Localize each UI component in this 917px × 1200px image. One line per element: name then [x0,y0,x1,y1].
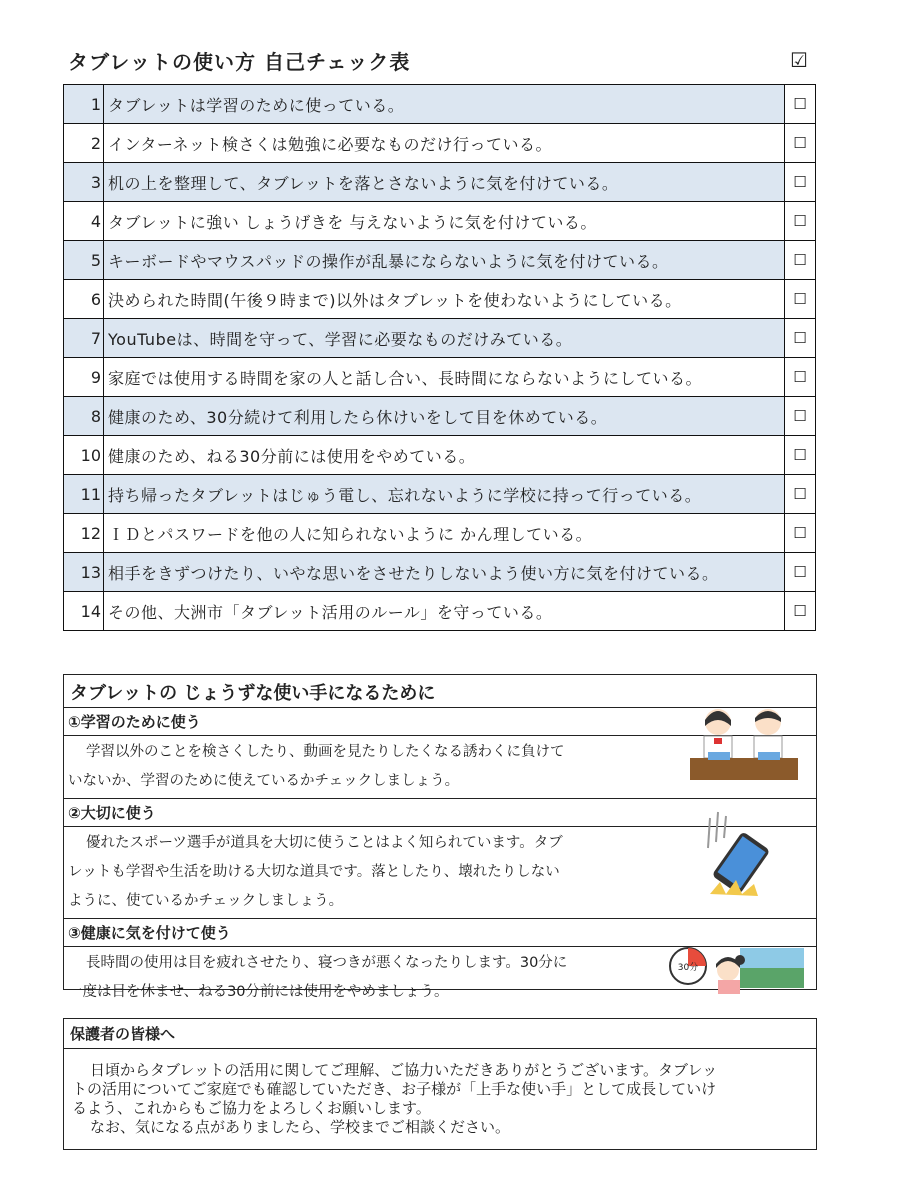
row-text: インターネット検さくは勉強に必要なものだけ行っている。 [104,124,785,163]
row-text: 健康のため、30分続けて利用したら休けいをして目を休めている。 [104,397,785,436]
row-checkbox[interactable]: ☐ [785,592,816,631]
checklist-row [64,514,816,553]
row-number: 8 [64,397,104,436]
section-line: 優れたスポーツ選手が道具を大切に使うことはよく知られています。タブ [86,835,563,851]
row-text: 家庭では使用する時間を家の人と話し合い、長時間にならないようにしている。 [104,358,785,397]
checklist-row [64,397,816,436]
section-body-study [64,736,670,798]
row-checkbox[interactable]: ☐ [785,514,816,553]
checklist-row [64,202,816,241]
row-number: 10 [64,436,104,475]
checklist-row [64,319,816,358]
row-text: ＩＤとパスワードを他の人に知られないように かん理している。 [104,514,785,553]
row-text: タブレットは学習のために使っている。 [104,85,785,124]
row-checkbox[interactable]: ☐ [785,475,816,514]
self-check-table [63,84,816,631]
students-illustration [680,700,808,788]
row-number: 13 [64,553,104,592]
row-number: 5 [64,241,104,280]
row-number: 7 [64,319,104,358]
row-number: 1 [64,85,104,124]
guide-title: タブレットの じょうずな使い手になるために [64,675,816,708]
row-checkbox[interactable]: ☐ [785,436,816,475]
checklist-row [64,124,816,163]
checklist-row [64,475,816,514]
section-line: 長時間の使用は目を疲れさせたり、寝つきが悪くなったりします。30分に [86,955,568,971]
row-number: 11 [64,475,104,514]
row-checkbox[interactable]: ☐ [785,553,816,592]
row-text: 健康のため、ねる30分前には使用をやめている。 [104,436,785,475]
clock-label: 30分 [677,963,699,973]
row-text: YouTubeは、時間を守って、学習に必要なものだけみている。 [104,319,785,358]
section-line: レットも学習や生活を助ける大切な道具です。落としたり、壊れたりしない [68,864,560,880]
parents-line: るよう、これからもご協力をよろしくお願いします。 [72,1099,431,1117]
checklist-row [64,241,816,280]
section-line: 一度は目を休ませ、ねる30分前には使用をやめましょう。 [68,984,449,1000]
section-line: いないか、学習のために使えているかチェックしましょう。 [68,773,460,789]
row-checkbox[interactable]: ☐ [785,280,816,319]
rest-eyes-illustration [668,940,804,994]
row-text: その他、大洲市「タブレット活用のルール」を守っている。 [104,592,785,631]
row-number: 14 [64,592,104,631]
row-number: 12 [64,514,104,553]
checklist-row [64,592,816,631]
checklist-row [64,436,816,475]
section-line: 学習以外のことを検さくしたり、動画を見たりしたくなる誘わくに負けて [86,744,565,760]
row-text: 机の上を整理して、タブレットを落とさないように気を付けている。 [104,163,785,202]
row-checkbox[interactable]: ☐ [785,319,816,358]
header-checkbox[interactable]: ☑ [790,48,808,72]
parents-panel [63,1018,817,1150]
parents-line: 日頃からタブレットの活用に関してご理解、ご協力いただきありがとうございます。タブレッ [90,1061,718,1079]
row-checkbox[interactable]: ☐ [785,124,816,163]
parents-title: 保護者の皆様へ [64,1019,816,1049]
row-text: 持ち帰ったタブレットはじゅう電し、忘れないように学校に持って行っている。 [104,475,785,514]
section-heading-care: ②大切に使う [64,798,816,827]
row-text: 決められた時間(午後９時まで)以外はタブレットを使わないようにしている。 [104,280,785,319]
section-line: ように、使ているかチェックしましょう。 [68,893,344,909]
row-checkbox[interactable]: ☐ [785,397,816,436]
row-checkbox[interactable]: ☐ [785,163,816,202]
row-text: キーボードやマウスパッドの操作が乱暴にならないように気を付けている。 [104,241,785,280]
row-checkbox[interactable]: ☐ [785,358,816,397]
checklist-row [64,358,816,397]
row-number: 9 [64,358,104,397]
section-body-health [64,947,670,1009]
row-text: 相手をきずつけたり、いやな思いをさせたりしないよう使い方に気を付けている。 [104,553,785,592]
row-number: 3 [64,163,104,202]
row-number: 6 [64,280,104,319]
section-heading-study: ①学習のために使う [64,708,816,736]
section-body-care [64,827,670,918]
section-heading-health: ③健康に気を付けて使う [64,918,816,947]
parents-body [64,1049,816,1137]
checklist-row [64,280,816,319]
row-text: タブレットに強い しょうげきを 与えないように気を付けている。 [104,202,785,241]
checklist-row [64,85,816,124]
checklist-row [64,163,816,202]
row-checkbox[interactable]: ☐ [785,85,816,124]
page-title: タブレットの使い方 自己チェック表 [68,50,411,74]
parents-line: なお、気になる点がありましたら、学校までご相談ください。 [90,1118,511,1136]
row-number: 2 [64,124,104,163]
falling-tablet-illustration [696,808,776,902]
row-number: 4 [64,202,104,241]
parents-line: トの活用についてご家庭でも確認していただき、お子様が「上手な使い手」として成長していけ [72,1080,717,1098]
checklist-row [64,553,816,592]
row-checkbox[interactable]: ☐ [785,202,816,241]
row-checkbox[interactable]: ☐ [785,241,816,280]
